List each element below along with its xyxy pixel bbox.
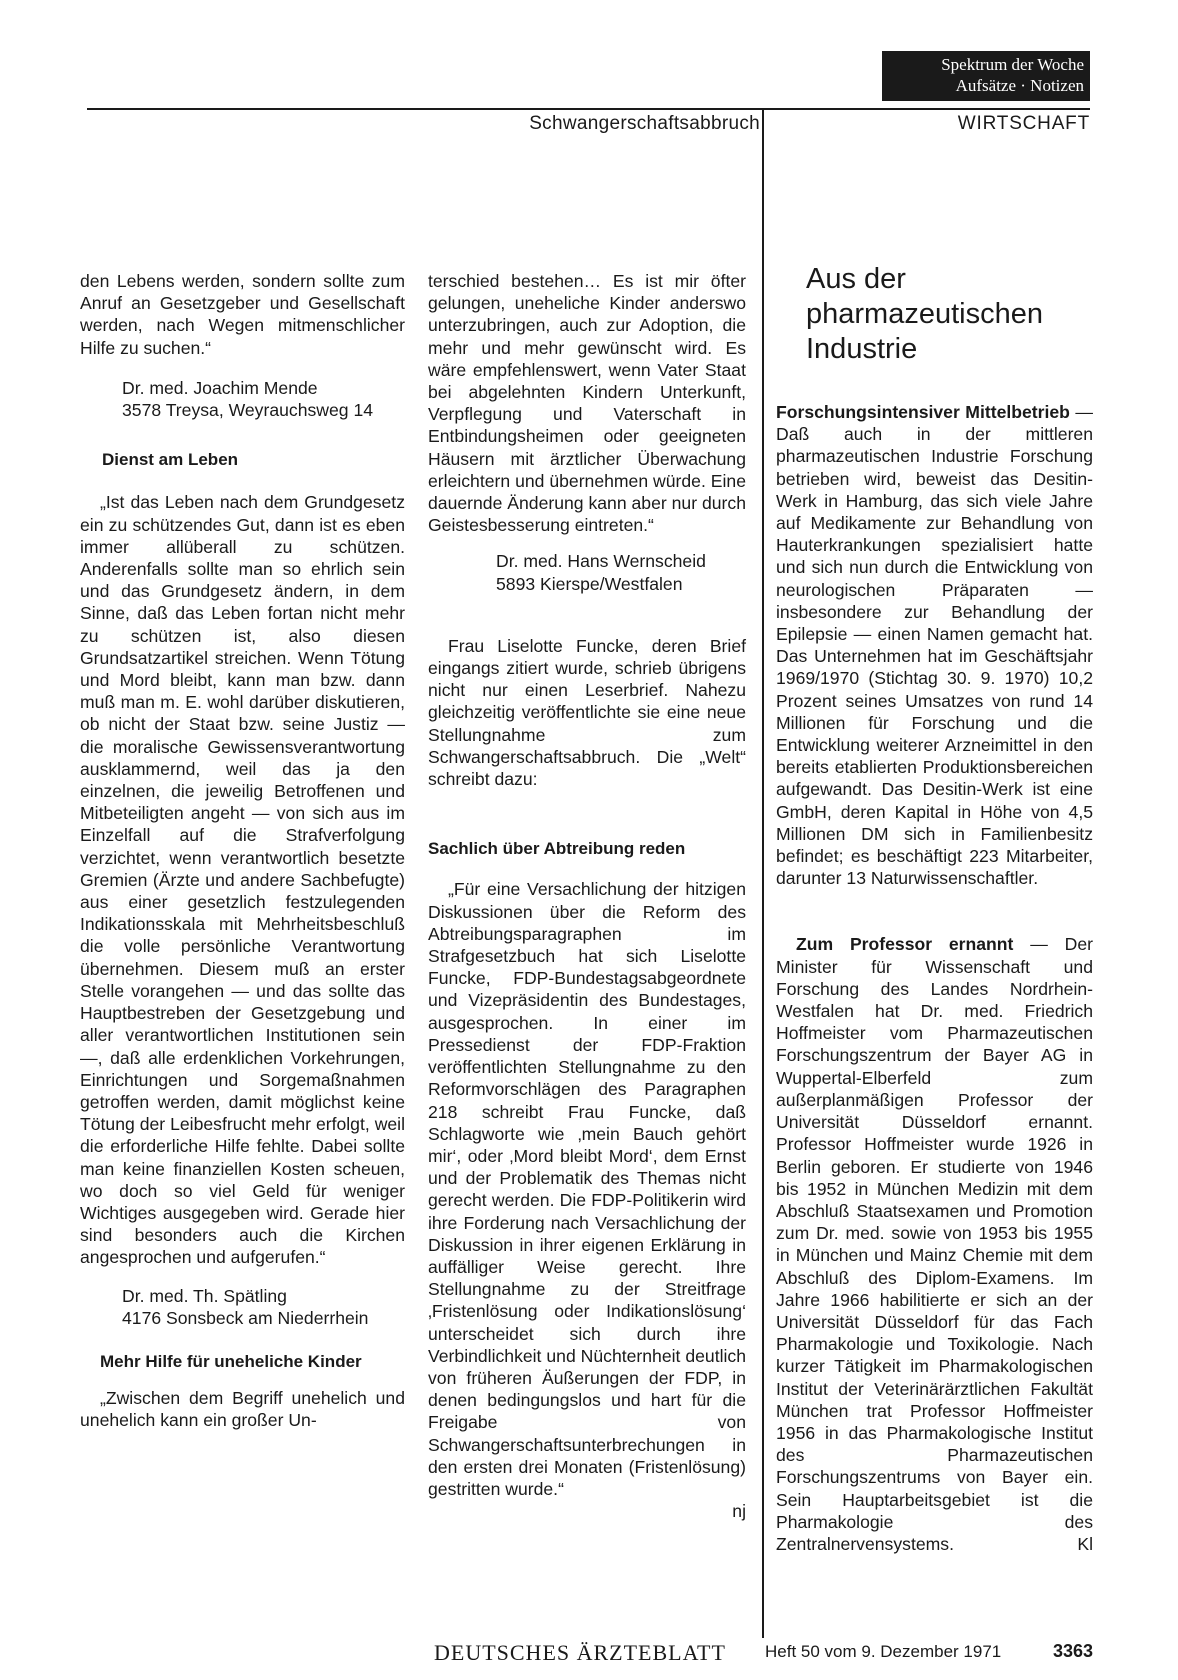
section-badge (882, 51, 1090, 101)
signature-address: 3578 Treysa, Weyrauchsweg 14 (122, 400, 374, 421)
header-rule-right (763, 108, 1090, 110)
column-divider (762, 108, 764, 1638)
signature-address: 4176 Sonsbeck am Niederrhein (122, 1307, 369, 1328)
section-label-left: Schwangerschaftsabbruch (529, 113, 760, 134)
badge-line-1: Spektrum der Woche (941, 55, 1084, 74)
letter-ending: den Lebens werden, sondern sollte zum Anruf an Gesetzgeber und Gesellschaft werden, nach Wegen mitmenschlicher Hilfe zu suchen.“ (80, 271, 405, 358)
section-heading: Mehr Hilfe für uneheliche Kinder (100, 1351, 362, 1371)
column-3 (776, 401, 1093, 1555)
header-rule-left (87, 108, 763, 110)
letter-body: „Zwischen dem Begriff unehelich und unehelich kann ein großer Un- (80, 1388, 405, 1431)
section-heading: Dienst am Leben (102, 450, 239, 470)
column-2 (428, 270, 746, 1522)
letter-body: „Ist das Leben nach dem Grundgesetz ein zu schützendes Gut, dann ist es eben immer allüberall zu schützen. Anderenfalls sollte man so ehrlich sein und das Grundgesetz ändern, in dem Sinne, daß das Leben fortan nicht mehr zu schützen ist, also diesen Grundsatzartikel streichen. Wenn Tötung und Mord bleibt, kann man bzw. dann muß man m. E. wohl darüber diskutieren, ob nicht der Staat bzw. seine Justiz — die moralische Gewissensverantwortung ausklammernd, weil das ja den einzelnen, die jeweilig Betroffenen und Mitbeteiligten angeht — von sich aus im Einzelfall auf die Strafverfolgung verzichtet, wenn verantwortlich besetzte Gremien (Ärzte und andere Sachbefugte) aus einer gesetzlich festzulegenden Indikationsskala mit Mehrheitsbeschluß die volle persönliche Verantwortung übernehmen. Diesem muß an erster Stelle vorangehen — und das sollte das Hauptbestreben der Gesetzgebung und aller verantwortlichen Institutionen sein —, daß alle erdenklichen Vorkehrungen, Einrichtungen und Sorgemaßnahmen getroffen werden, damit möglichst keine Tötung der Leibesfrucht mehr erfolgt, weil die erforderliche Hilfe fehlte. Dabei sollte man keine finanziellen Kosten scheuen, wo doch so viel Geld für weniger Wichtiges ausgegeben wird. Gerade hier sind besonders auch die Kirchen angesprochen und aufgerufen.“ (80, 492, 405, 1268)
run-in-heading: Zum Professor ernannt (796, 934, 1014, 955)
badge-line-2: Aufsätze · Notizen (955, 76, 1084, 95)
author-initials: Kl (1077, 1533, 1093, 1554)
page-number: 3363 (1053, 1641, 1094, 1661)
journal-name: DEUTSCHES ÄRZTEBLATT (434, 1640, 726, 1665)
article-title: Aus der pharmazeutischen Industrie (806, 263, 1043, 365)
editorial-paragraph: Frau Liselotte Funcke, deren Brief eingangs zitiert wurde, schrieb übrigens nicht nur einen Leserbrief. Nahezu gleichzeitig veröffentlichte sie eine neue Stellungnahme zum Schwangerschaftsabbruch. Die „Welt“ schreibt dazu: (428, 635, 746, 790)
news-item-body: — Der Minister für Wissenschaft und Forschung des Landes Nordrhein-Westfalen hat Dr. med. Friedrich Hoffmeister vom Pharmazeutischen Forschungszentrum der Bayer AG in Wuppertal-Elberfeld zum außerplanmäßigen Professor der Universität Düsseldorf ernannt. Professor Hoffmeister wurde 1926 in Berlin geboren. Er studierte von 1946 bis 1952 in München Medizin mit dem Abschluß Staatsexamen und Promotion zum Dr. med. sowie von 1953 bis 1955 in München und Mainz Chemie mit dem Abschluß des Diplom-Examens. Im Jahre 1966 habilitierte er sich an der Universität Düsseldorf für das Fach Pharmakologie und Toxikologie. Nach kurzer Tätigkeit im Pharmakologischen Institut der Veterinärärztlichen Fakultät München trat Professor Hoffmeister 1956 in das Pharmakologische Institut des Pharmazeutischen Forschungszentrums von Bayer ein. Sein Hauptarbeitsgebiet ist die Pharmakologie des Zentralnervensystems. (776, 934, 1093, 1554)
signature-name: Dr. med. Th. Spätling (122, 1285, 287, 1306)
section-heading: Sachlich über Abtreibung reden (428, 839, 686, 859)
signature-address: 5893 Kierspe/Westfalen (496, 573, 683, 594)
column-1 (80, 270, 405, 1432)
news-item-body: — Daß auch in der mittleren pharmazeutischen Industrie Forschung betrieben wird, beweist das Desitin-Werk in Hamburg, das sich viele Jahre auf Medikamente zur Behandlung von Hauterkrankungen spezialisiert hatte und sich nun durch die Entwicklung von neurologischen Präparaten — insbesondere zur Behandlung der Epilepsie — einen Namen gemacht hat. Das Unternehmen hat im Geschäftsjahr 1969/1970 (Stichtag 30. 9. 1970) 10,2 Prozent seines Umsatzes von rund 14 Millionen für Forschung und die Entwicklung weiterer Arzneimittel in den bereits etablierten Produktionsbereichen aufgewandt. Das Desitin-Werk ist eine GmbH, deren Kapital in Höhe von 4,5 Millionen DM sich in Familienbesitz befindet; es beschäftigt 223 Mitarbeiter, darunter 13 Naturwissenschaftler. (776, 402, 1094, 889)
signature-name: Dr. med. Joachim Mende (122, 377, 318, 398)
section-label-right: WIRTSCHAFT (957, 113, 1090, 134)
quoted-article: „Für eine Versachlichung der hitzigen Diskussionen über die Reform des Abtreibungsparagraphen im Strafgesetzbuch hat sich Liselotte Funcke, FDP-Bundestagsabgeordnete und Vizepräsidentin des Bundestages, ausgesprochen. In einer im Pressedienst der FDP-Fraktion veröffentlichten Stellungnahme zu den Reformvorschlägen des Paragraphen 218 schreibt Frau Funcke, daß Schlagworte wie ‚mein Bauch gehört mir‘, oder ‚Mord bleibt Mord‘, dem Ernst und der Problematik des Themas nicht gerecht werden. Die FDP-Politikerin wird ihre Forderung nach Versachlichung der Diskussion in ihrer eigenen Erklärung in auffälliger Weise gerecht. Ihre Stellungnahme zu der Streitfrage ‚Fristenlösung oder Indikationslösung‘ unterscheidet sich durch ihre Verbindlichkeit und Nüchternheit deutlich von früheren Äußerungen der FDP, in denen bedingungslos und hart für die Freigabe von Schwangerschaftsunterbrechungen in den ersten drei Monaten (Fristenlösung) gestritten wurde.“ (428, 879, 746, 1499)
signature-name: Dr. med. Hans Wernscheid (496, 551, 706, 572)
run-in-heading: Forschungsintensiver Mittelbetrieb (776, 402, 1070, 422)
letter-body: terschied bestehen… Es ist mir öfter gelungen, uneheliche Kinder anderswo unterzubringen, auch zur Adoption, die mehr und mehr gewünscht wird. Es wäre empfehlenswert, wenn Vater Staat bei abgelehnten Kindern Unterkunft, Verpflegung und Vaterschaft in Entbindungsheimen oder geeigneten Häusern mit ärztlicher Überwachung erleichtern und übernehmen würde. Eine dauernde Änderung kann aber nur durch Geistesbesserung eintreten.“ (428, 271, 746, 536)
issue-info: Heft 50 vom 9. Dezember 1971 (765, 1642, 1002, 1661)
author-initials: nj (732, 1501, 746, 1522)
